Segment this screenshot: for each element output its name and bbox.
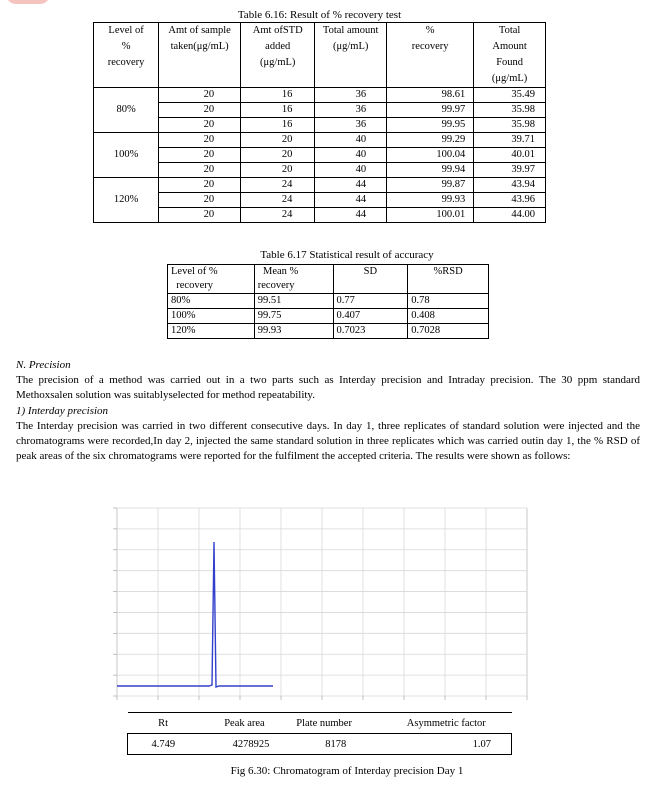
recovery-row	[94, 193, 546, 208]
accuracy-cell: 0.407	[333, 309, 408, 324]
recovery-cell: 99.29	[387, 133, 474, 148]
recovery-cell: 16	[241, 103, 315, 118]
figure-caption: Fig 6.30: Chromatogram of Interday precision Day 1	[230, 765, 464, 777]
recovery-cell: 20	[241, 163, 315, 178]
recovery-row	[94, 133, 546, 148]
accuracy-cell: 99.93	[254, 324, 333, 339]
recovery-cell: 43.94	[474, 178, 546, 193]
recovery-row	[94, 118, 546, 133]
recovery-cell: 100.01	[387, 208, 474, 223]
recovery-level: 120%	[94, 178, 159, 223]
recovery-cell: 44	[315, 208, 387, 223]
recovery-cell: 39.97	[474, 163, 546, 178]
recovery-cell: 100.04	[387, 148, 474, 163]
recovery-cell: 35.98	[474, 118, 546, 133]
chart-background	[113, 504, 533, 708]
col-sample: Amt of sample taken(μg/mL)	[159, 23, 241, 88]
recovery-row	[94, 103, 546, 118]
recovery-cell: 24	[241, 178, 315, 193]
col-recovery: % recovery	[387, 23, 474, 88]
recovery-cell: 20	[159, 193, 241, 208]
recovery-cell: 20	[159, 178, 241, 193]
col-level: Level of % recovery	[94, 23, 159, 88]
recovery-cell: 44	[315, 178, 387, 193]
recovery-cell: 36	[315, 88, 387, 103]
t2-col-level: Level of % recovery	[168, 265, 255, 294]
recovery-cell: 36	[315, 118, 387, 133]
section-heading: N. Precision	[16, 359, 71, 371]
recovery-cell: 40.01	[474, 148, 546, 163]
recovery-cell: 20	[241, 148, 315, 163]
recovery-cell: 98.61	[387, 88, 474, 103]
t2-col-mean: Mean % recovery	[254, 265, 333, 294]
accuracy-cell: 0.7028	[408, 324, 489, 339]
recovery-row	[94, 178, 546, 193]
recovery-cell: 99.94	[387, 163, 474, 178]
accuracy-cell: 0.78	[408, 294, 489, 309]
col-total: Total amount (μg/mL)	[315, 23, 387, 88]
recovery-cell: 36	[315, 103, 387, 118]
recovery-row	[94, 148, 546, 163]
asymmetric-value: 1.07	[381, 734, 511, 755]
recovery-row	[94, 163, 546, 178]
chromatogram-chart	[113, 504, 533, 708]
recovery-level: 80%	[94, 88, 159, 133]
accuracy-cell: 120%	[168, 324, 255, 339]
recovery-cell: 16	[241, 88, 315, 103]
t2-col-rsd: %RSD	[408, 265, 489, 294]
recovery-row	[94, 208, 546, 223]
recovery-cell: 35.98	[474, 103, 546, 118]
recovery-cell: 40	[315, 148, 387, 163]
recovery-cell: 20	[241, 133, 315, 148]
peak-rt-value: 4.749	[128, 734, 199, 755]
recovery-cell: 20	[159, 118, 241, 133]
accuracy-cell: 80%	[168, 294, 255, 309]
peak-area-value: 4278925	[199, 734, 291, 755]
recovery-level: 100%	[94, 133, 159, 178]
recovery-cell: 44.00	[474, 208, 546, 223]
recovery-cell: 43.96	[474, 193, 546, 208]
sub-heading: 1) Interday precision	[16, 405, 109, 417]
recovery-cell: 20	[159, 103, 241, 118]
col-std: Amt ofSTD added (μg/mL)	[241, 23, 315, 88]
peak-col-asym: Asymmetric factor	[381, 713, 511, 734]
recovery-row	[94, 88, 546, 103]
accuracy-row	[168, 294, 489, 309]
accuracy-cell: 100%	[168, 309, 255, 324]
peak-col-area: Peak area	[199, 713, 291, 734]
accuracy-cell: 0.7023	[333, 324, 408, 339]
recovery-cell: 39.71	[474, 133, 546, 148]
recovery-cell: 40	[315, 163, 387, 178]
recovery-cell: 20	[159, 208, 241, 223]
table1-caption: Table 6.16: Result of % recovery test	[237, 9, 402, 21]
accuracy-row	[168, 309, 489, 324]
accuracy-cell: 99.51	[254, 294, 333, 309]
recovery-cell: 44	[315, 193, 387, 208]
recovery-cell: 35.49	[474, 88, 546, 103]
recovery-cell: 99.93	[387, 193, 474, 208]
col-found: Total Amount Found (μg/mL)	[474, 23, 546, 88]
peak-col-plate: Plate number	[290, 713, 381, 734]
accuracy-cell: 99.75	[254, 309, 333, 324]
recovery-cell: 99.97	[387, 103, 474, 118]
interday-paragraph: The Interday precision was carried in two different consecutive days. In day 1, three replicates of standard solution were injected and the chromatograms were recorded,In day 2, injected the same standard solution in three replicates which was carried outin day 1, the % RSD of peak areas of the six chromatograms were reported for the fulfilment the accepted criteria. The results were shown as follows:	[16, 420, 640, 462]
recovery-table	[93, 22, 546, 223]
accuracy-cell: 0.77	[333, 294, 408, 309]
recovery-cell: 16	[241, 118, 315, 133]
recovery-cell: 24	[241, 193, 315, 208]
peak-col-rt: Rt	[128, 713, 199, 734]
accuracy-table	[167, 264, 489, 339]
recovery-cell: 40	[315, 133, 387, 148]
recovery-cell: 24	[241, 208, 315, 223]
recovery-cell: 20	[159, 133, 241, 148]
recovery-cell: 20	[159, 163, 241, 178]
precision-paragraph: The precision of a method was carried out in a two parts such as Interday precision and Intraday precision. The 30 ppm standard Methoxsalen solution was suitablyselected for method repeatability.	[16, 374, 640, 401]
accuracy-cell: 0.408	[408, 309, 489, 324]
plate-number-value: 8178	[290, 734, 381, 755]
peak-table	[127, 712, 512, 755]
recovery-cell: 20	[159, 148, 241, 163]
recovery-cell: 99.87	[387, 178, 474, 193]
table2-caption: Table 6.17 Statistical result of accuracy	[260, 249, 434, 261]
recovery-cell: 20	[159, 88, 241, 103]
t2-col-sd: SD	[333, 265, 408, 294]
accuracy-row	[168, 324, 489, 339]
header-logo-fragment	[6, 0, 50, 4]
recovery-cell: 99.95	[387, 118, 474, 133]
